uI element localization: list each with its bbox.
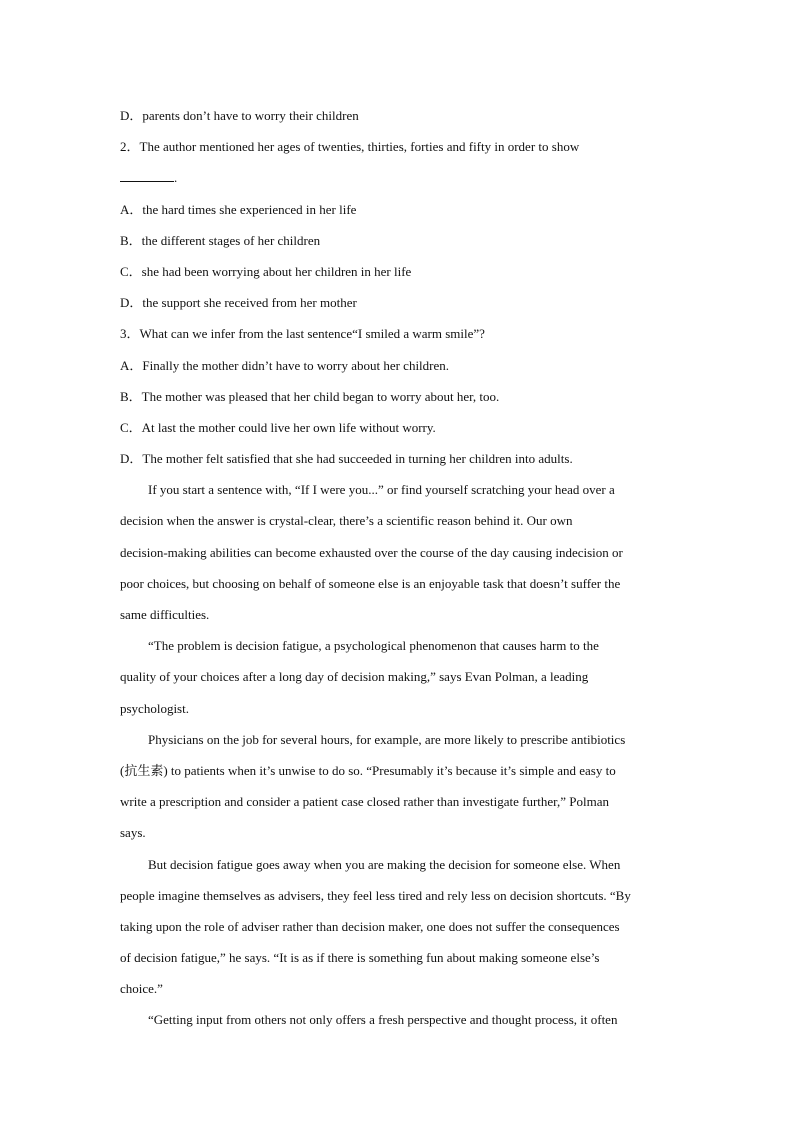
passage-p4-line: But decision fatigue goes away when you are making the decision for someone else. When — [148, 856, 621, 872]
q3-option-a: A．Finally the mother didn’t have to worry about her children. — [120, 357, 450, 373]
passage-p4-line: taking upon the role of adviser rather than decision maker, one does not suffer the consequences — [120, 918, 620, 934]
passage-p1-line: If you start a sentence with, “If I were you...” or find yourself scratching your head over a — [148, 482, 615, 498]
passage-p2-line: psychologist. — [120, 700, 189, 716]
passage-p5-line: “Getting input from others not only offers a fresh perspective and thought process, it often — [148, 1012, 618, 1028]
passage-p3-line: write a prescription and consider a patient case closed rather than investigate further,” Polman — [120, 794, 609, 810]
q2-option-c: C．she had been worrying about her children in her life — [120, 263, 412, 279]
q3-option-b: B．The mother was pleased that her child began to worry about her, too. — [120, 388, 500, 404]
passage-p3-line: (抗生素) to patients when it’s unwise to do so. “Presumably it’s because it’s simple and easy to — [120, 762, 616, 778]
passage-p3-line: Physicians on the job for several hours, for example, are more likely to prescribe antibiotics — [148, 731, 626, 747]
q2-blank-line — [120, 162, 670, 193]
passage-p4-line: choice.” — [120, 981, 163, 997]
answer-blank — [120, 167, 174, 182]
passage-p1-line: same difficulties. — [120, 607, 210, 622]
passage-p1-line: decision-making abilities can become exhausted over the course of the day causing indecision or — [120, 544, 623, 560]
q2-stem: 2．The author mentioned her ages of twenties, thirties, forties and fifty in order to show — [120, 139, 580, 155]
q3-option-c: C．At last the mother could live her own life without worry. — [120, 419, 436, 435]
document-page — [120, 100, 670, 1036]
passage-p2-line: “The problem is decision fatigue, a psychological phenomenon that causes harm to the — [148, 638, 599, 654]
passage-p1-line: poor choices, but choosing on behalf of someone else is an enjoyable task that doesn’t suffer the — [120, 575, 621, 591]
q2-blank-end: . — [174, 170, 178, 186]
passage-p3-line: says. — [120, 825, 146, 841]
passage-p1-line: decision when the answer is crystal-clear, there’s a scientific reason behind it. Our own — [120, 513, 573, 529]
q3-stem: 3．What can we infer from the last sentence“I smiled a warm smile”? — [120, 326, 485, 342]
q1-option-d: D．parents don’t have to worry their children — [120, 108, 359, 123]
passage-p4-line: of decision fatigue,” he says. “It is as if there is something fun about making someone else’s — [120, 950, 600, 966]
q2-option-d: D．the support she received from her mother — [120, 295, 357, 311]
passage-p2-line: quality of your choices after a long day of decision making,” says Evan Polman, a leading — [120, 669, 589, 685]
q2-option-b: B．the different stages of her children — [120, 232, 321, 248]
q2-option-a: A．the hard times she experienced in her life — [120, 201, 357, 217]
q3-option-d: D．The mother felt satisfied that she had succeeded in turning her children into adults. — [120, 451, 573, 467]
passage-p4-line: people imagine themselves as advisers, they feel less tired and rely less on decision shortcuts. “By — [120, 887, 631, 903]
